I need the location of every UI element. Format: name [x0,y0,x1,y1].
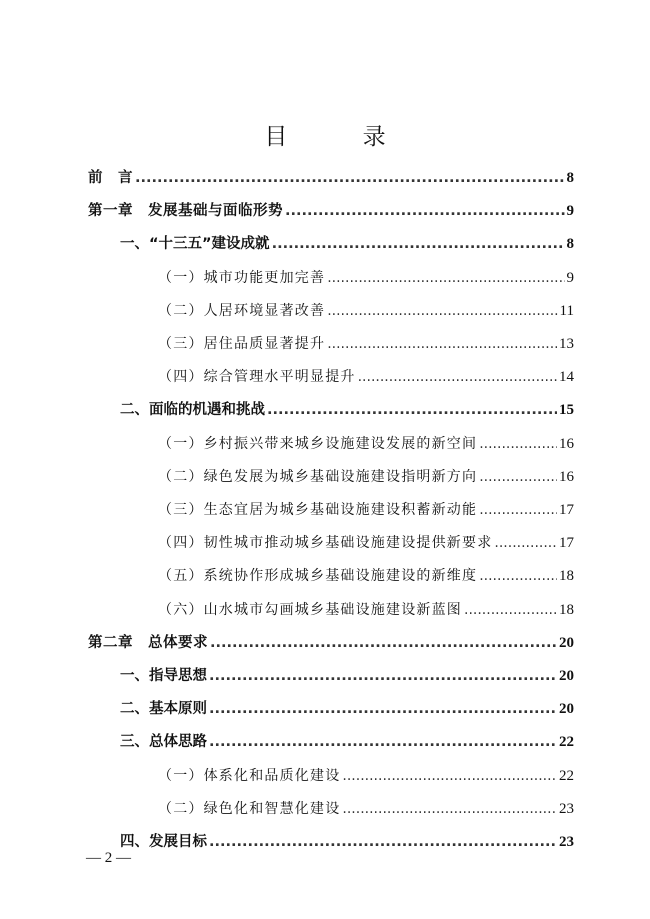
toc-entry-page: 18 [559,568,574,585]
toc-entry-page: 16 [559,435,574,452]
toc-entry-page: 9 [566,269,574,286]
toc-entry-label: （六）山水城市勾画城乡基础设施建设新蓝图 [158,601,462,618]
toc-entry-label: 第二章 总体要求 [88,634,208,651]
dot-leader [209,730,557,754]
toc-entry-label: 前 言 [88,170,133,186]
toc-entry-page: 22 [559,767,574,784]
toc-entry-page: 15 [559,402,574,419]
toc-entry-label: （五）系统协作形成城乡基础设施建设的新维度 [158,568,478,585]
toc-entry[interactable] [120,697,574,721]
dot-leader [135,166,565,190]
toc-entry-page: 20 [559,701,574,718]
toc-entry-label: 三、总体思路 [120,734,207,751]
toc-entry-label: 第一章 发展基础与面临形势 [88,203,283,220]
dot-leader [210,631,557,655]
toc-entry[interactable] [158,332,574,356]
toc-entry[interactable] [88,199,574,223]
toc-entry-label: （一）体系化和品质化建设 [158,767,341,784]
dot-leader [209,664,557,688]
toc-entry[interactable] [120,664,574,688]
toc-entry[interactable] [158,299,574,323]
toc-entry-page: 20 [559,634,574,651]
toc-entry[interactable] [120,232,574,256]
dot-leader [209,697,557,721]
dot-leader [479,432,557,456]
toc-entry[interactable] [158,764,574,788]
toc-entry-label: （四）综合管理水平明显提升 [158,369,356,386]
toc-entry-label: 二、面临的机遇和挑战 [120,402,265,419]
toc-entry-label: （一）乡村振兴带来城乡设施建设发展的新空间 [158,435,478,452]
dot-leader [479,465,557,489]
toc-entry-label: （一）城市功能更加完善 [158,269,326,286]
dot-leader [327,332,557,356]
dot-leader [327,266,564,290]
toc-entry-page: 23 [559,834,574,850]
toc-entry-page: 14 [559,369,574,386]
toc-entry-page: 22 [559,734,574,751]
toc-entry-page: 13 [559,336,574,352]
toc-entry-label: （四）韧性城市推动城乡基础设施建设提供新要求 [158,535,493,552]
dot-leader [342,797,557,821]
toc-entry[interactable] [158,498,574,522]
toc-entry[interactable] [120,730,574,754]
dot-leader [358,365,557,389]
toc-entry[interactable] [158,465,574,489]
page-footer: — 2 — [86,850,131,866]
toc-entry[interactable] [158,797,574,821]
toc-entry-page: 9 [566,203,574,220]
toc-entry-page: 16 [559,468,574,485]
toc-entry-label: 四、发展目标 [120,834,207,850]
toc-entry-label: 二、基本原则 [120,701,207,718]
toc-entry[interactable] [158,598,574,622]
toc-entry[interactable] [158,365,574,389]
dot-leader [285,199,565,223]
toc-entry-label: （二）人居环境显著改善 [158,302,326,319]
toc-entry[interactable] [158,432,574,456]
toc-entry-page: 17 [559,502,574,518]
dot-leader [267,398,557,422]
toc-entry-label: （三）居住品质显著提升 [158,336,326,352]
dot-leader [479,564,557,588]
toc-entry-label: （二）绿色发展为城乡基础设施建设指明新方向 [158,468,478,485]
dot-leader [464,598,557,622]
toc-entry[interactable] [120,398,574,422]
dot-leader [494,531,557,555]
toc-title: 目 录 [264,124,420,150]
toc-entry-page: 20 [559,668,574,684]
toc-entry-label: 一、指导思想 [120,668,207,684]
toc-entry-page: 23 [559,800,574,817]
toc-entry-label: （三）生态宜居为城乡基础设施建设积蓄新动能 [158,502,478,518]
toc-entry[interactable] [120,830,574,854]
toc-entry-label: 一、“十三五”建设成就 [120,236,270,253]
dot-leader [342,764,557,788]
dot-leader [327,299,557,323]
dot-leader [479,498,557,522]
toc-entry-page: 8 [566,170,574,186]
toc-entry[interactable] [158,564,574,588]
dot-leader [209,830,557,854]
toc-entry-page: 8 [566,236,574,253]
toc-entry[interactable] [158,266,574,290]
toc-entry-page: 17 [559,535,574,552]
toc-entry[interactable] [88,631,574,655]
toc-entry[interactable] [158,531,574,555]
toc-entry-page: 11 [559,302,574,319]
toc-entry-page: 18 [559,601,574,618]
toc-entry[interactable] [88,166,574,190]
toc-entry-label: （二）绿色化和智慧化建设 [158,800,341,817]
dot-leader [272,232,565,256]
